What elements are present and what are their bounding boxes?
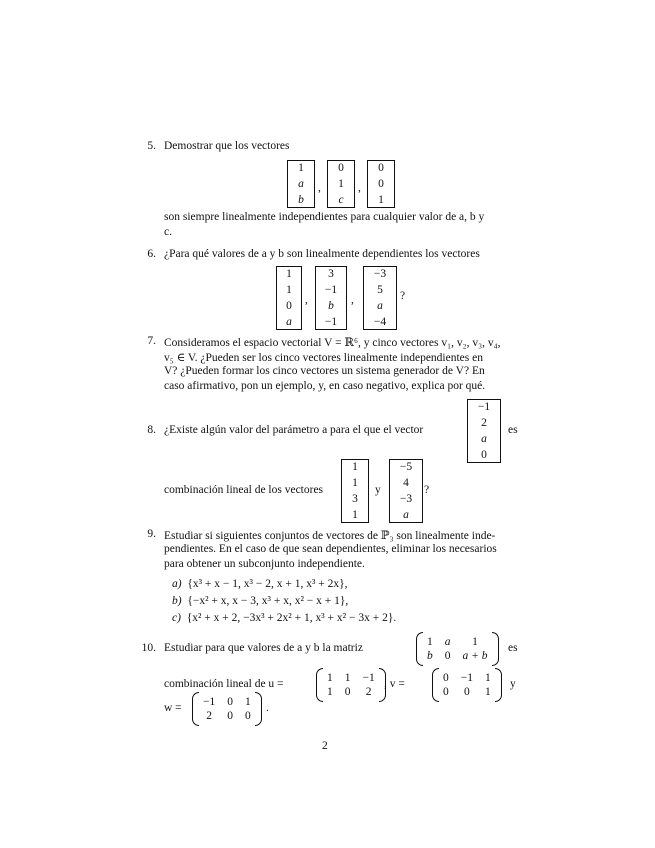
problem-7-line-3: V? ¿Pueden formar los cinco vectores un sistema generador de V? En — [164, 365, 485, 377]
problem-5-outro-2: c. — [164, 226, 172, 238]
p6-vector-1: 1 1 0 a — [276, 266, 302, 330]
p5-vector-2: 0 1 c — [327, 160, 355, 208]
problem-10-number: 10. — [141, 642, 156, 654]
problem-5-number: 5. — [147, 140, 156, 152]
p5-vector-3: 0 0 1 — [367, 160, 395, 208]
problem-10-es: es — [508, 642, 518, 654]
p8-vector-2: 1 1 3 1 — [341, 459, 369, 523]
problem-10-line-3a: w = — [164, 702, 182, 714]
problem-10-line-3b: . — [266, 702, 269, 714]
problem-7-line-1: Consideramos el espacio vectorial V = ℝ⁶, y cinco vectores v₁, v₂, v₃, v₄, — [164, 337, 501, 349]
problem-10-line-2a: combinación lineal de u = — [164, 678, 284, 690]
problem-8-line-2: combinación lineal de los vectores — [164, 484, 324, 496]
problem-7-number: 7. — [147, 335, 156, 347]
problem-6-intro: ¿Para qué valores de a y b son linealmente dependientes los vectores — [164, 248, 480, 260]
problem-9-line-2: pendientes. En el caso de que sean dependientes, eliminar los necesarios — [164, 543, 497, 555]
problem-6-number: 6. — [147, 248, 156, 260]
problem-9-number: 9. — [147, 528, 156, 540]
problem-8-end: ? — [424, 484, 430, 496]
page-number: 2 — [322, 740, 328, 752]
problem-9-line-1: Estudiar si siguientes conjuntos de vectores de ℙ₃ son linealmente inde- — [164, 530, 496, 542]
problem-10-line-2b: , v = — [384, 678, 405, 690]
p6-vector-2: 3 −1 b −1 — [315, 266, 347, 330]
problem-8-number: 8. — [147, 424, 156, 436]
problem-7-line-2: v₅ ∈ V. ¿Pueden ser los cinco vectores linealmente independientes en — [164, 352, 483, 364]
problem-10-line-1: Estudiar para que valores de a y b la matriz — [164, 642, 363, 654]
problem-9-item-b: b) {−x² + x, x − 3, x³ + x, x² − x + 1}, — [172, 595, 349, 607]
p6-vector-3: −3 5 a −4 — [363, 266, 397, 330]
problem-8-y: y — [375, 484, 381, 496]
problem-5-intro: Demostrar que los vectores — [164, 140, 290, 152]
p8-vector-1: −1 2 a 0 — [467, 399, 501, 463]
p10-matrix-u: 1 1 −1 1 0 2 — [316, 668, 386, 702]
problem-7-line-4: caso afirmativo, pon un ejemplo, y, en caso negativo, explica por qué. — [164, 380, 486, 392]
problem-9-item-c: c) {x² + x + 2, −3x³ + 2x² + 1, x³ + x² − 3x + 2}. — [172, 612, 397, 624]
problem-9-line-3: para obtener un subconjunto independiente. — [164, 558, 365, 570]
p10-matrix-m1: 1 a 1 b 0 a + b — [416, 632, 499, 666]
p8-vector-3: −5 4 −3 a — [389, 459, 423, 523]
problem-8-es: es — [508, 424, 518, 436]
p10-matrix-w: −1 0 1 2 0 0 — [192, 692, 262, 726]
problem-5-outro-1: son siempre linealmente independientes para cualquier valor de a, b y — [164, 211, 485, 223]
problem-10-y: y — [510, 678, 516, 690]
problem-9-item-a: a) {x³ + x − 1, x³ − 2, x + 1, x³ + 2x}, — [172, 578, 348, 590]
p5-vector-1: 1 a b — [287, 160, 315, 208]
problem-8-line-1: ¿Existe algún valor del parámetro a para el que el vector — [164, 424, 424, 436]
p10-matrix-v: 0 −1 1 0 0 1 — [432, 668, 502, 702]
